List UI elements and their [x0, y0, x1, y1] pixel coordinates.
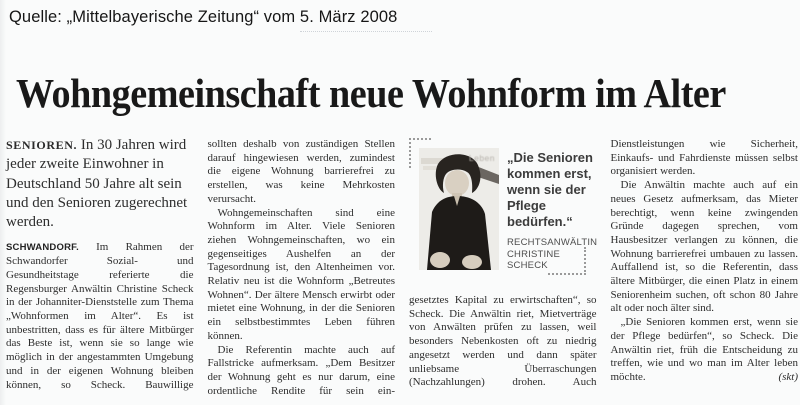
pullquote-box	[409, 134, 597, 290]
portrait-photo-graphic	[419, 148, 499, 270]
article-headline: Wohngemeinschaft neue Wohnform im Alter	[16, 70, 726, 116]
paragraph: Die Referentin machte auch auf Fallstricke aufmerksam. „Dem Besitzer der Wohnung geht es nur darum, eine ordentliche Rendite für sein ein-	[207, 343, 395, 397]
photo-background-text: Leben	[468, 153, 495, 163]
scan-artifact-line	[300, 31, 432, 32]
author-signature: (skt)	[778, 370, 798, 383]
pullquote-attribution: RECHTSANWÄLTIN CHRISTINE SCHECK	[507, 237, 598, 271]
column-1	[6, 134, 194, 405]
column-3	[409, 134, 597, 405]
lead-paragraph	[6, 136, 194, 232]
paragraph-dateline	[6, 241, 194, 392]
paragraph-final	[611, 316, 799, 385]
source-line: Quelle: „Mittelbayerische Zeitung“ vom 5. März 2008	[9, 8, 398, 26]
paragraph: Die Anwältin machte auch auf ein neues Gesetz aufmerksam, das Mieter berechtigt, wenn keine zwingenden Gründe dagegen sprechen, vom Hausbesitzer verlangen zu können, die Wohnung barrierefrei umbauen zu lassen. Auffallend ist, so die Referentin, dass ältere Mitbürger, die einen Platz in einem Seniorenheim suchen, oft schon 80 Jahre alt oder noch älter sind.	[610, 179, 798, 315]
lead-text: In 30 Jahren wird jeder zweite Einwohner in Deutschland 50 Jahre alt sein und den Senioren zugerechnet werden.	[6, 137, 188, 231]
portrait-photo	[419, 148, 499, 270]
column-2	[208, 134, 396, 405]
paragraph: sollten deshalb von zuständigen Stellen darauf hingewiesen werden, zumindest die eigene Wohnung barrierefrei zu erstellen, was keine Mehrkosten verursacht.	[207, 138, 395, 205]
pullquote-quote: „Die Senioren kommen erst, wenn sie der Pflege bedürfen.“	[507, 150, 593, 229]
paragraph-text: Im Rahmen der Schwandorfer Sozial- und Gesundheitstage referierte die Regensburger Anwältin Christine Scheck in der Johanniter-Dienststelle zum Thema „Wohnformen im Alter“. Es ist unbestritten, dass es für ältere Mitbürger das Beste ist, wenn sie so lange wie möglich in der angestammten Umgebung und in der eigenen Wohnung bleiben können, so Scheck. Bauwillige	[6, 241, 194, 391]
pullquote-text-block	[507, 150, 598, 272]
paragraph: Wohngemeinschaften sind eine Wohnform im Alter. Viele Senioren ziehen Wohngemeinschaften, wo ein gegenseitiges Aushelfen an der Tagesordnung ist, den Altenheimen vor. Relativ neu ist die Wohnform „Betreutes Wohnen“. Der ältere Mensch erwirbt oder mietet eine Wohnung, in der die Senioren ein selbstbestimmtes Leben führen können.	[207, 206, 395, 342]
paragraph-text: „Die Senioren kommen erst, wenn sie der Pflege bedürfen“, so Scheck. Die Anwältin riet, früh die Entscheidung zu treffen, wie und wo man im Alter leben möchte.	[610, 316, 798, 383]
article-columns	[6, 134, 798, 405]
dateline-label: SCHWANDORF.	[6, 242, 79, 254]
paragraph: Dienstleistungen wie Sicherheit, Einkaufs- und Fahrdienste müssen selbst organisiert werden.	[610, 138, 798, 178]
column-4	[611, 134, 799, 405]
lead-kicker: SENIOREN.	[6, 138, 78, 152]
paragraph: gesetztes Kapital zu erwirtschaften“, so Scheck. Die Anwältin riet, Mietverträge von Anwälten prüfen zu lassen, weil besonders Nebenkosten oft zu niedrig angesetzt werden und dann später unliebsame Überraschungen (Nachzahlungen) drohen. Auch	[409, 294, 597, 389]
